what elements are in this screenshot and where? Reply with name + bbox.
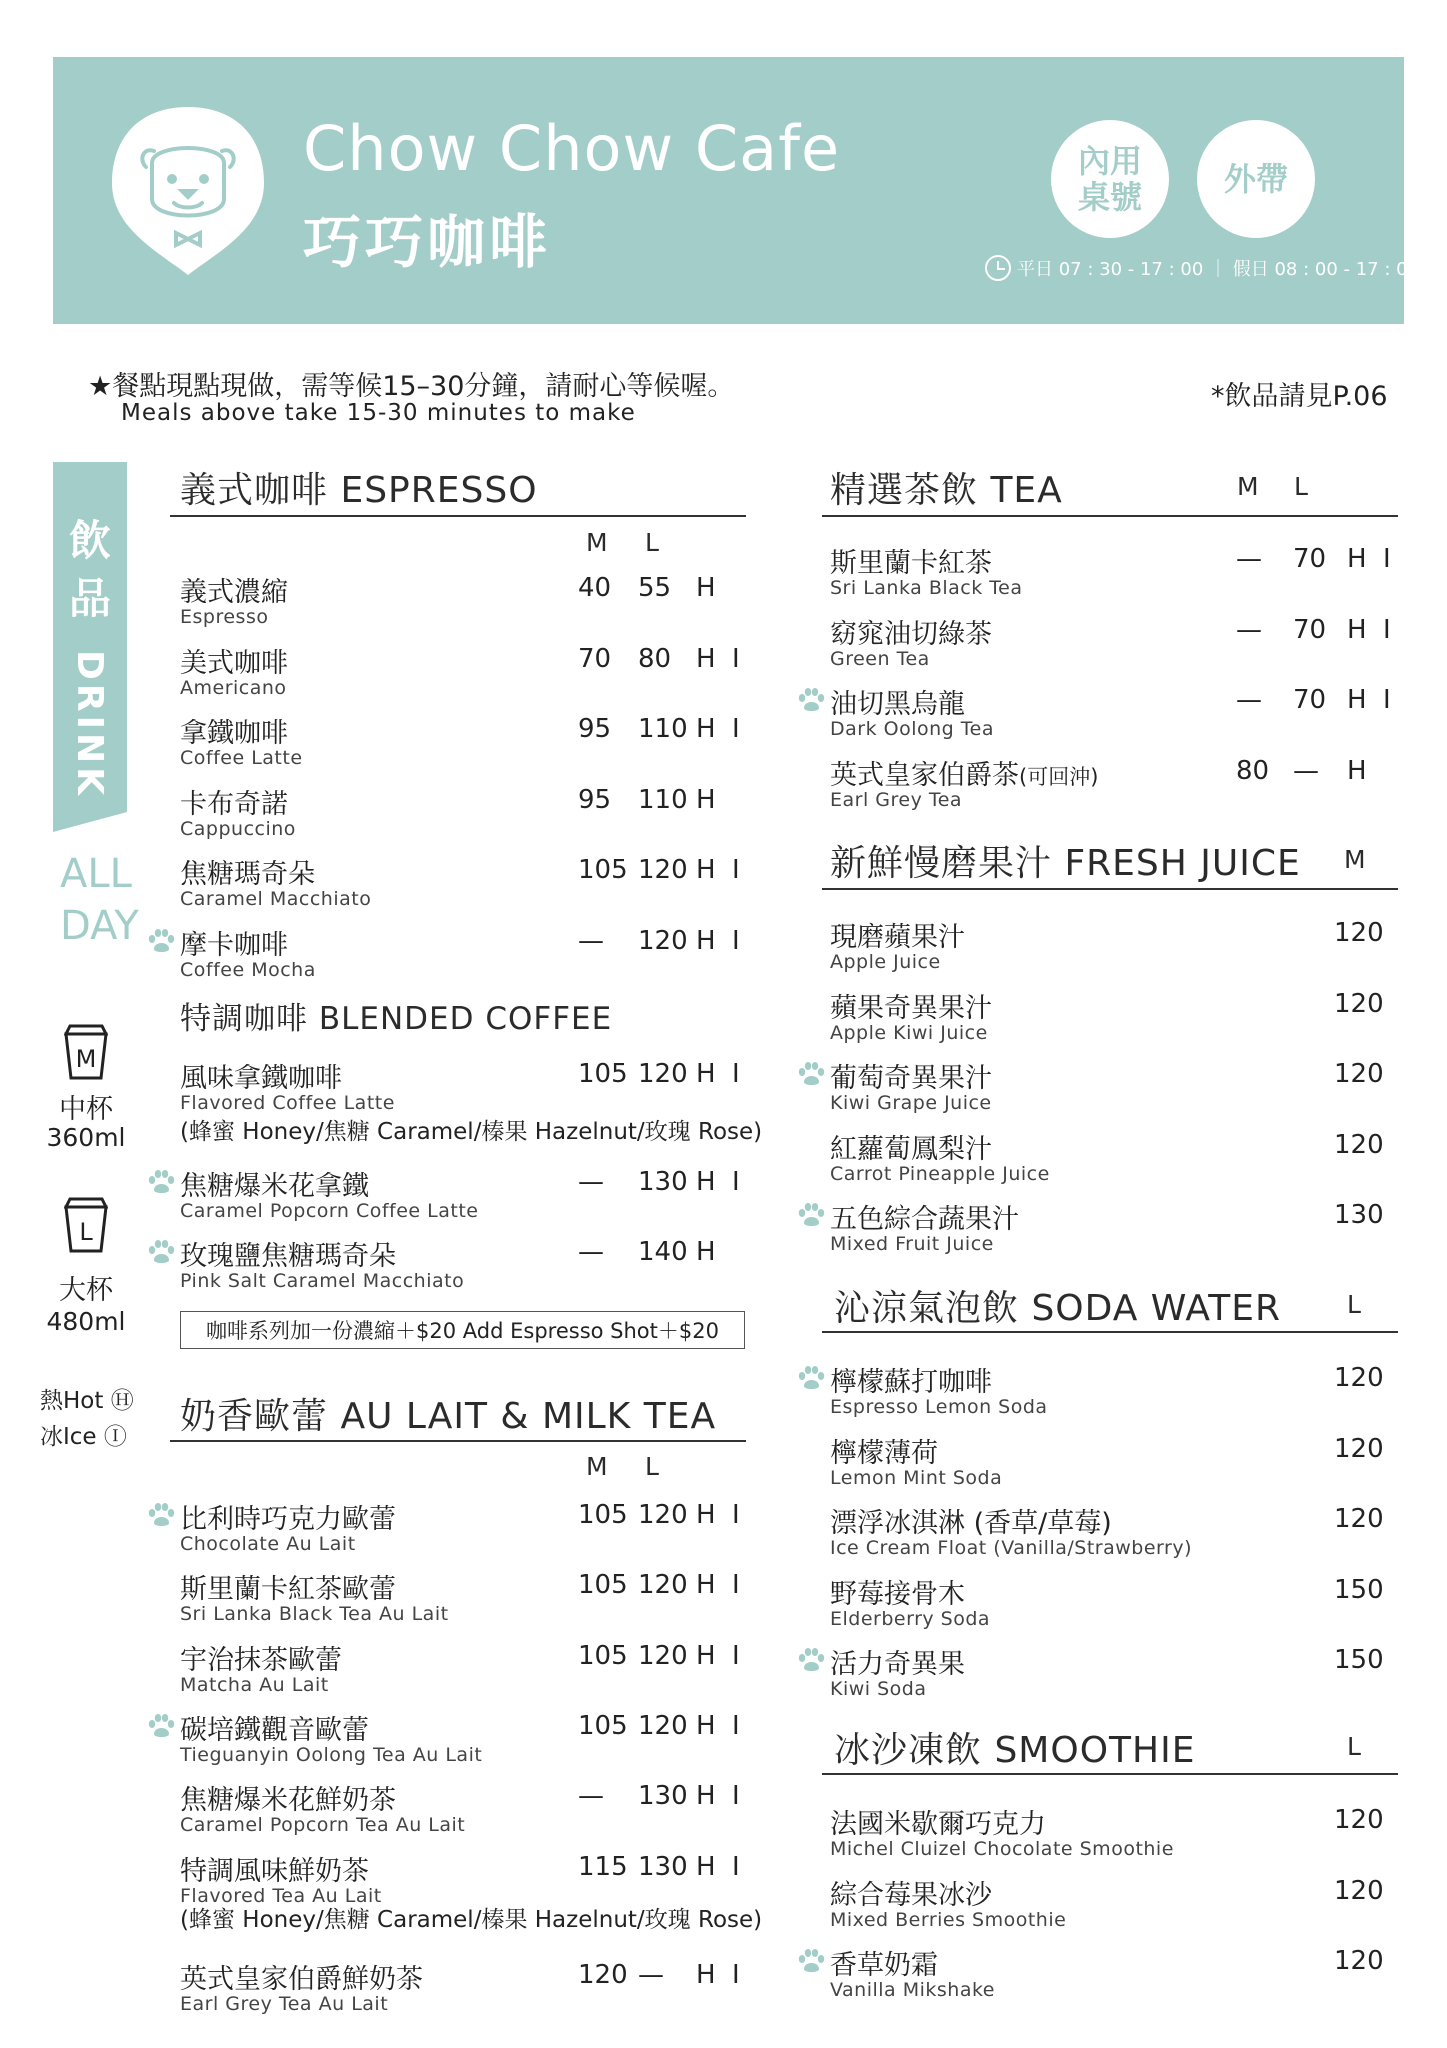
item-name-zh: 現磨蘋果汁 xyxy=(830,922,965,953)
paw-print-icon xyxy=(796,1201,826,1227)
paw-print-icon xyxy=(146,1238,176,1264)
price-large: — xyxy=(638,1960,664,1990)
menu-item xyxy=(180,1778,750,1848)
section-divider xyxy=(170,515,746,517)
price-medium: 105 xyxy=(578,1641,628,1671)
hours-text: 平日 07 : 30 - 17 : 00 ｜ 假日 08 : 00 - 17 : 00 xyxy=(1017,259,1420,280)
item-name-zh: 風味拿鐵咖啡 xyxy=(180,1063,342,1094)
menu-item xyxy=(830,1802,1400,1872)
hot-available: H xyxy=(696,1781,716,1811)
item-name-zh: 宇治抹茶歐蕾 xyxy=(180,1645,342,1676)
item-name-en: Pink Salt Caramel Macchiato xyxy=(180,1270,465,1292)
price-large: 70 xyxy=(1293,614,1327,645)
section-title-fresh-juice: 新鮮慢磨果汁 FRESH JUICE xyxy=(830,843,1301,884)
price-medium: — xyxy=(578,1237,604,1267)
hot-available: H xyxy=(696,1960,716,1990)
menu-item xyxy=(830,1642,1400,1712)
item-name-en: Vanilla Mikshake xyxy=(830,1979,996,2001)
item-name-zh: 拿鐵咖啡 xyxy=(180,718,288,749)
hot-available: H xyxy=(696,643,716,674)
price-medium: — xyxy=(578,925,604,956)
hot-available: H xyxy=(696,573,716,603)
item-name-zh: 檸檬蘇打咖啡 xyxy=(830,1367,992,1398)
price-medium: 105 xyxy=(578,855,628,885)
price-medium: 105 xyxy=(578,1059,628,1089)
item-name-zh: 漂浮冰淇淋 (香草/草莓) xyxy=(830,1508,1112,1539)
hot-available: H xyxy=(696,714,716,744)
size-header-m: M xyxy=(586,1452,608,1481)
ice-available: I xyxy=(732,1167,740,1197)
item-name-en: Coffee Mocha xyxy=(180,958,316,981)
item-name-en: Mixed Berries Smoothie xyxy=(830,1908,1067,1931)
price-large: 130 xyxy=(638,1167,688,1197)
ice-available: I xyxy=(1383,685,1391,715)
price-medium: — xyxy=(578,1781,604,1811)
price-medium: 120 xyxy=(578,1960,628,1990)
section-title-smoothie: 冰沙凍飲 SMOOTHIE xyxy=(834,1730,1196,1771)
medium-cup-icon xyxy=(64,1024,108,1080)
item-name-en: Flavored Tea Au Lait xyxy=(180,1885,382,1907)
price-large: 130 xyxy=(638,1852,688,1882)
item-name-zh: 摩卡咖啡 xyxy=(180,929,288,961)
price-large: 110 xyxy=(638,784,688,815)
section-divider xyxy=(170,1440,746,1442)
takeout-badge: 外帶 xyxy=(1197,120,1315,238)
hot-available: H xyxy=(696,1641,716,1671)
menu-item xyxy=(830,753,1400,823)
menu-item xyxy=(830,682,1400,752)
paw-print-icon xyxy=(146,1712,176,1738)
dine-in-table-number: 內用桌號 xyxy=(1051,120,1169,238)
section-title-au-lait: 奶香歐蕾 AU LAIT & MILK TEA xyxy=(180,1396,717,1437)
wait-notice-en: Meals above take 15-30 minutes to make xyxy=(121,400,636,426)
hot-available: H xyxy=(696,1570,716,1600)
size-header-m: M xyxy=(1237,472,1259,501)
price-medium: 70 xyxy=(578,643,612,674)
ice-available: I xyxy=(732,1852,740,1882)
item-name-zh: 活力奇異果 xyxy=(830,1649,965,1680)
item-name-zh: 五色綜合蔬果汁 xyxy=(830,1204,1019,1235)
price-medium: — xyxy=(1236,685,1262,715)
item-name-zh: 紅蘿蔔鳳梨汁 xyxy=(830,1133,992,1165)
item-name-zh: 義式濃縮 xyxy=(180,577,288,608)
item-note: (可回沖) xyxy=(1019,764,1099,789)
paw-print-icon xyxy=(796,1947,826,1973)
ice-available: I xyxy=(732,643,740,674)
extra-shot-note: 咖啡系列加一份濃縮＋$20 Add Espresso Shot＋$20 xyxy=(180,1311,745,1349)
price-large: 70 xyxy=(1293,685,1327,715)
item-name-en: Earl Grey Tea Au Lait xyxy=(180,1993,389,2015)
price-large: 70 xyxy=(1293,544,1327,574)
size-header-l: L xyxy=(645,528,659,557)
hot-available: H xyxy=(1347,544,1367,574)
cafe-name-zh: 巧巧咖啡 xyxy=(303,208,552,276)
item-name-en: Michel Cluizel Chocolate Smoothie xyxy=(830,1838,1174,1860)
price-large: 130 xyxy=(638,1781,688,1811)
item-name-en: Sri Lanka Black Tea xyxy=(830,577,1023,599)
ice-available: I xyxy=(1383,544,1391,574)
menu-item xyxy=(180,1567,750,1637)
size-header-l: L xyxy=(1347,1290,1361,1319)
flavor-options-note: (蜂蜜 Honey/焦糖 Caramel/榛果 Hazelnut/玫瑰 Rose) xyxy=(180,1907,763,1933)
item-name-zh: 卡布奇諾 xyxy=(180,788,288,820)
price-large: 120 xyxy=(638,1711,688,1741)
ice-available: I xyxy=(732,1500,740,1530)
section-title-espresso: 義式咖啡 ESPRESSO xyxy=(180,470,538,511)
item-name-zh: 野莓接骨木 xyxy=(830,1578,965,1610)
price: 120 xyxy=(1334,1363,1384,1393)
svg-text:L: L xyxy=(79,1218,93,1246)
large-cup-label: 大杯 xyxy=(59,1275,113,1306)
item-name-zh: 斯里蘭卡紅茶歐蕾 xyxy=(180,1574,396,1605)
large-cup-volume: 480ml xyxy=(46,1307,126,1336)
svg-text:M: M xyxy=(75,1045,97,1073)
price-medium: — xyxy=(1236,544,1262,574)
price: 120 xyxy=(1334,1805,1384,1835)
price-medium: 105 xyxy=(578,1711,628,1741)
item-name-zh: 比利時巧克力歐蕾 xyxy=(180,1504,396,1535)
menu-item xyxy=(180,570,750,640)
cafe-name-en: Chow Chow Cafe xyxy=(303,112,841,185)
hot-available: H xyxy=(696,1500,716,1530)
section-title-soda-water: 沁涼氣泡飲 SODA WATER xyxy=(834,1288,1281,1329)
menu-item xyxy=(180,1234,750,1304)
price-large: 140 xyxy=(638,1237,688,1267)
menu-item xyxy=(830,986,1400,1056)
price-medium: 105 xyxy=(578,1500,628,1530)
price-medium: 105 xyxy=(578,1570,628,1600)
price: 120 xyxy=(1334,918,1384,948)
item-name-zh: 碳培鐵觀音歐蕾 xyxy=(180,1715,369,1746)
section-title-tea: 精選茶飲 TEA xyxy=(830,470,1063,511)
hot-legend: 熱Hot Ⓗ xyxy=(40,1388,134,1414)
menu-item xyxy=(830,1873,1400,1943)
price: 120 xyxy=(1334,1946,1384,1976)
menu-item xyxy=(180,1497,750,1567)
price-large: 120 xyxy=(638,1641,688,1671)
section-divider xyxy=(822,1331,1398,1333)
paw-print-icon xyxy=(796,1364,826,1390)
menu-item xyxy=(830,1572,1400,1642)
price-medium: 115 xyxy=(578,1852,628,1882)
drink-tab-label-en: DRINK xyxy=(69,650,110,800)
medium-cup-label: 中杯 xyxy=(59,1094,113,1125)
item-name-en: Caramel Macchiato xyxy=(180,888,372,910)
ice-legend: 冰Ice Ⓘ xyxy=(40,1424,127,1450)
size-header-l: L xyxy=(1347,1732,1361,1761)
menu-item xyxy=(180,1957,750,2027)
menu-item xyxy=(830,1431,1400,1501)
item-name-zh: 英式皇家伯爵鮮奶茶 xyxy=(180,1964,423,1995)
ice-available: I xyxy=(732,1641,740,1671)
size-header-m: M xyxy=(586,528,608,557)
item-name-en: Dark Oolong Tea xyxy=(830,718,994,740)
price: 150 xyxy=(1334,1574,1384,1605)
item-name-en: Mixed Fruit Juice xyxy=(830,1233,994,1255)
menu-item xyxy=(180,711,750,781)
ice-available: I xyxy=(732,1059,740,1089)
price: 120 xyxy=(1334,1875,1384,1906)
medium-cup-volume: 360ml xyxy=(46,1123,126,1152)
menu-item xyxy=(180,641,750,711)
menu-item xyxy=(830,1197,1400,1267)
item-name-en: Coffee Latte xyxy=(180,747,303,769)
item-name-zh: 檸檬薄荷 xyxy=(830,1437,938,1469)
price-large: — xyxy=(1293,755,1319,786)
price: 120 xyxy=(1334,1129,1384,1160)
large-cup-icon xyxy=(64,1197,108,1253)
price-large: 120 xyxy=(638,855,688,885)
ice-available: I xyxy=(1383,614,1391,645)
size-header-m: M xyxy=(1344,845,1366,874)
menu-item xyxy=(180,1708,750,1778)
hot-available: H xyxy=(696,1711,716,1741)
item-name-en: Lemon Mint Soda xyxy=(830,1466,1003,1489)
hot-available: H xyxy=(1347,685,1367,715)
hot-available: H xyxy=(696,1852,716,1882)
size-header-l: L xyxy=(645,1452,659,1481)
paw-print-icon xyxy=(796,1646,826,1672)
item-name-en: Tieguanyin Oolong Tea Au Lait xyxy=(180,1744,483,1766)
ice-available: I xyxy=(732,1711,740,1741)
item-name-en: Ice Cream Float (Vanilla/Strawberry) xyxy=(830,1537,1192,1559)
section-title-blended-coffee: 特調咖啡 BLENDED COFFEE xyxy=(180,1001,613,1037)
item-name-en: Americano xyxy=(180,676,287,699)
item-name-zh: 特調風味鮮奶茶 xyxy=(180,1856,369,1887)
item-name-zh: 焦糖瑪奇朵 xyxy=(180,859,315,890)
wait-notice-zh: ★餐點現點現做，需等候15–30分鐘，請耐心等候喔。 xyxy=(88,371,735,402)
hot-available: H xyxy=(696,1059,716,1089)
price-large: 55 xyxy=(638,573,672,603)
item-name-en: Caramel Popcorn Coffee Latte xyxy=(180,1200,479,1222)
ice-available: I xyxy=(732,1781,740,1811)
section-divider xyxy=(822,888,1398,890)
clock-icon xyxy=(985,255,1011,281)
item-name-en: Carrot Pineapple Juice xyxy=(830,1162,1050,1185)
price-medium: 80 xyxy=(1236,755,1270,786)
hot-available: H xyxy=(696,1167,716,1197)
item-name-en: Caramel Popcorn Tea Au Lait xyxy=(180,1814,466,1836)
menu-item xyxy=(830,1127,1400,1197)
price-large: 120 xyxy=(638,1570,688,1600)
paw-print-icon xyxy=(796,1060,826,1086)
all-day-label: ALL DAY xyxy=(60,851,139,949)
price-large: 120 xyxy=(638,1059,688,1089)
price: 120 xyxy=(1334,1504,1384,1534)
price: 120 xyxy=(1334,1059,1384,1089)
chow-chow-logo xyxy=(108,103,268,279)
item-name-en: Espresso Lemon Soda xyxy=(830,1396,1048,1418)
item-name-en: Kiwi Grape Juice xyxy=(830,1092,992,1114)
item-name-en: Elderberry Soda xyxy=(830,1607,991,1630)
item-name-zh: 香草奶霜 xyxy=(830,1950,938,1981)
item-name-zh: 蘋果奇異果汁 xyxy=(830,992,992,1024)
price-medium: 95 xyxy=(578,784,612,815)
item-name-zh: 法國米歇爾巧克力 xyxy=(830,1809,1046,1840)
section-divider xyxy=(822,515,1398,517)
item-name-en: Apple Juice xyxy=(830,951,941,973)
paw-print-icon xyxy=(146,927,176,953)
hot-available: H xyxy=(1347,755,1367,786)
item-name-zh: 英式皇家伯爵茶(可回沖) xyxy=(830,759,1099,791)
item-name-en: Cappuccino xyxy=(180,817,296,840)
menu-item xyxy=(830,541,1400,611)
item-name-en: Espresso xyxy=(180,606,269,628)
paw-print-icon xyxy=(146,1168,176,1194)
menu-item xyxy=(180,852,750,922)
price-medium: 95 xyxy=(578,714,612,744)
item-name-zh: 綜合莓果冰沙 xyxy=(830,1879,992,1911)
flavor-options-note: (蜂蜜 Honey/焦糖 Caramel/榛果 Hazelnut/玫瑰 Rose) xyxy=(180,1119,763,1145)
section-divider xyxy=(822,1773,1398,1775)
item-name-zh: 葡萄奇異果汁 xyxy=(830,1063,992,1094)
item-name-zh: 斯里蘭卡紅茶 xyxy=(830,548,992,579)
menu-item xyxy=(830,612,1400,682)
ice-available: I xyxy=(732,925,740,956)
hot-available: H xyxy=(696,1237,716,1267)
menu-item xyxy=(180,1164,750,1234)
item-name-zh: 窈窕油切綠茶 xyxy=(830,618,992,650)
item-name-zh: 油切黑烏龍 xyxy=(830,689,965,720)
drink-tab-label-zh: 飲品 xyxy=(68,516,111,623)
item-name-zh: 焦糖爆米花拿鐵 xyxy=(180,1171,369,1202)
item-name-en: Green Tea xyxy=(830,647,930,670)
hot-available: H xyxy=(696,855,716,885)
ice-available: I xyxy=(732,1960,740,1990)
paw-print-icon xyxy=(796,686,826,712)
menu-item xyxy=(180,923,750,993)
menu-item xyxy=(180,1638,750,1708)
item-name-en: Sri Lanka Black Tea Au Lait xyxy=(180,1603,449,1625)
item-name-en: Flavored Coffee Latte xyxy=(180,1092,395,1114)
opening-hours xyxy=(985,255,1419,281)
item-name-en: Earl Grey Tea xyxy=(830,788,963,811)
price-medium: — xyxy=(1236,614,1262,645)
price: 150 xyxy=(1334,1645,1384,1675)
ice-available: I xyxy=(732,855,740,885)
item-name-zh: 玫瑰鹽焦糖瑪奇朵 xyxy=(180,1241,396,1272)
hot-available: H xyxy=(1347,614,1367,645)
item-name-zh: 美式咖啡 xyxy=(180,647,288,679)
menu-item xyxy=(830,915,1400,985)
price: 120 xyxy=(1334,1433,1384,1464)
price-large: 120 xyxy=(638,1500,688,1530)
price: 130 xyxy=(1334,1200,1384,1230)
item-name-zh: 焦糖爆米花鮮奶茶 xyxy=(180,1785,396,1816)
ice-available: I xyxy=(732,1570,740,1600)
menu-item xyxy=(180,782,750,852)
price-large: 80 xyxy=(638,643,672,674)
menu-item xyxy=(830,1360,1400,1430)
item-name-en: Matcha Au Lait xyxy=(180,1674,329,1696)
size-header-l: L xyxy=(1294,472,1308,501)
hot-available: H xyxy=(696,784,716,815)
menu-item xyxy=(830,1501,1400,1571)
drinks-page-reference: *飲品請見P.06 xyxy=(1211,381,1388,412)
hot-available: H xyxy=(696,925,716,956)
menu-item xyxy=(830,1943,1400,2013)
ice-available: I xyxy=(732,714,740,744)
item-name-en: Apple Kiwi Juice xyxy=(830,1021,988,1044)
price-large: 120 xyxy=(638,925,688,956)
item-name-en: Chocolate Au Lait xyxy=(180,1533,356,1555)
price-large: 110 xyxy=(638,714,688,744)
price-medium: — xyxy=(578,1167,604,1197)
paw-print-icon xyxy=(146,1501,176,1527)
price: 120 xyxy=(1334,988,1384,1019)
menu-item xyxy=(830,1056,1400,1126)
item-name-en: Kiwi Soda xyxy=(830,1678,927,1700)
price-medium: 40 xyxy=(578,573,612,603)
